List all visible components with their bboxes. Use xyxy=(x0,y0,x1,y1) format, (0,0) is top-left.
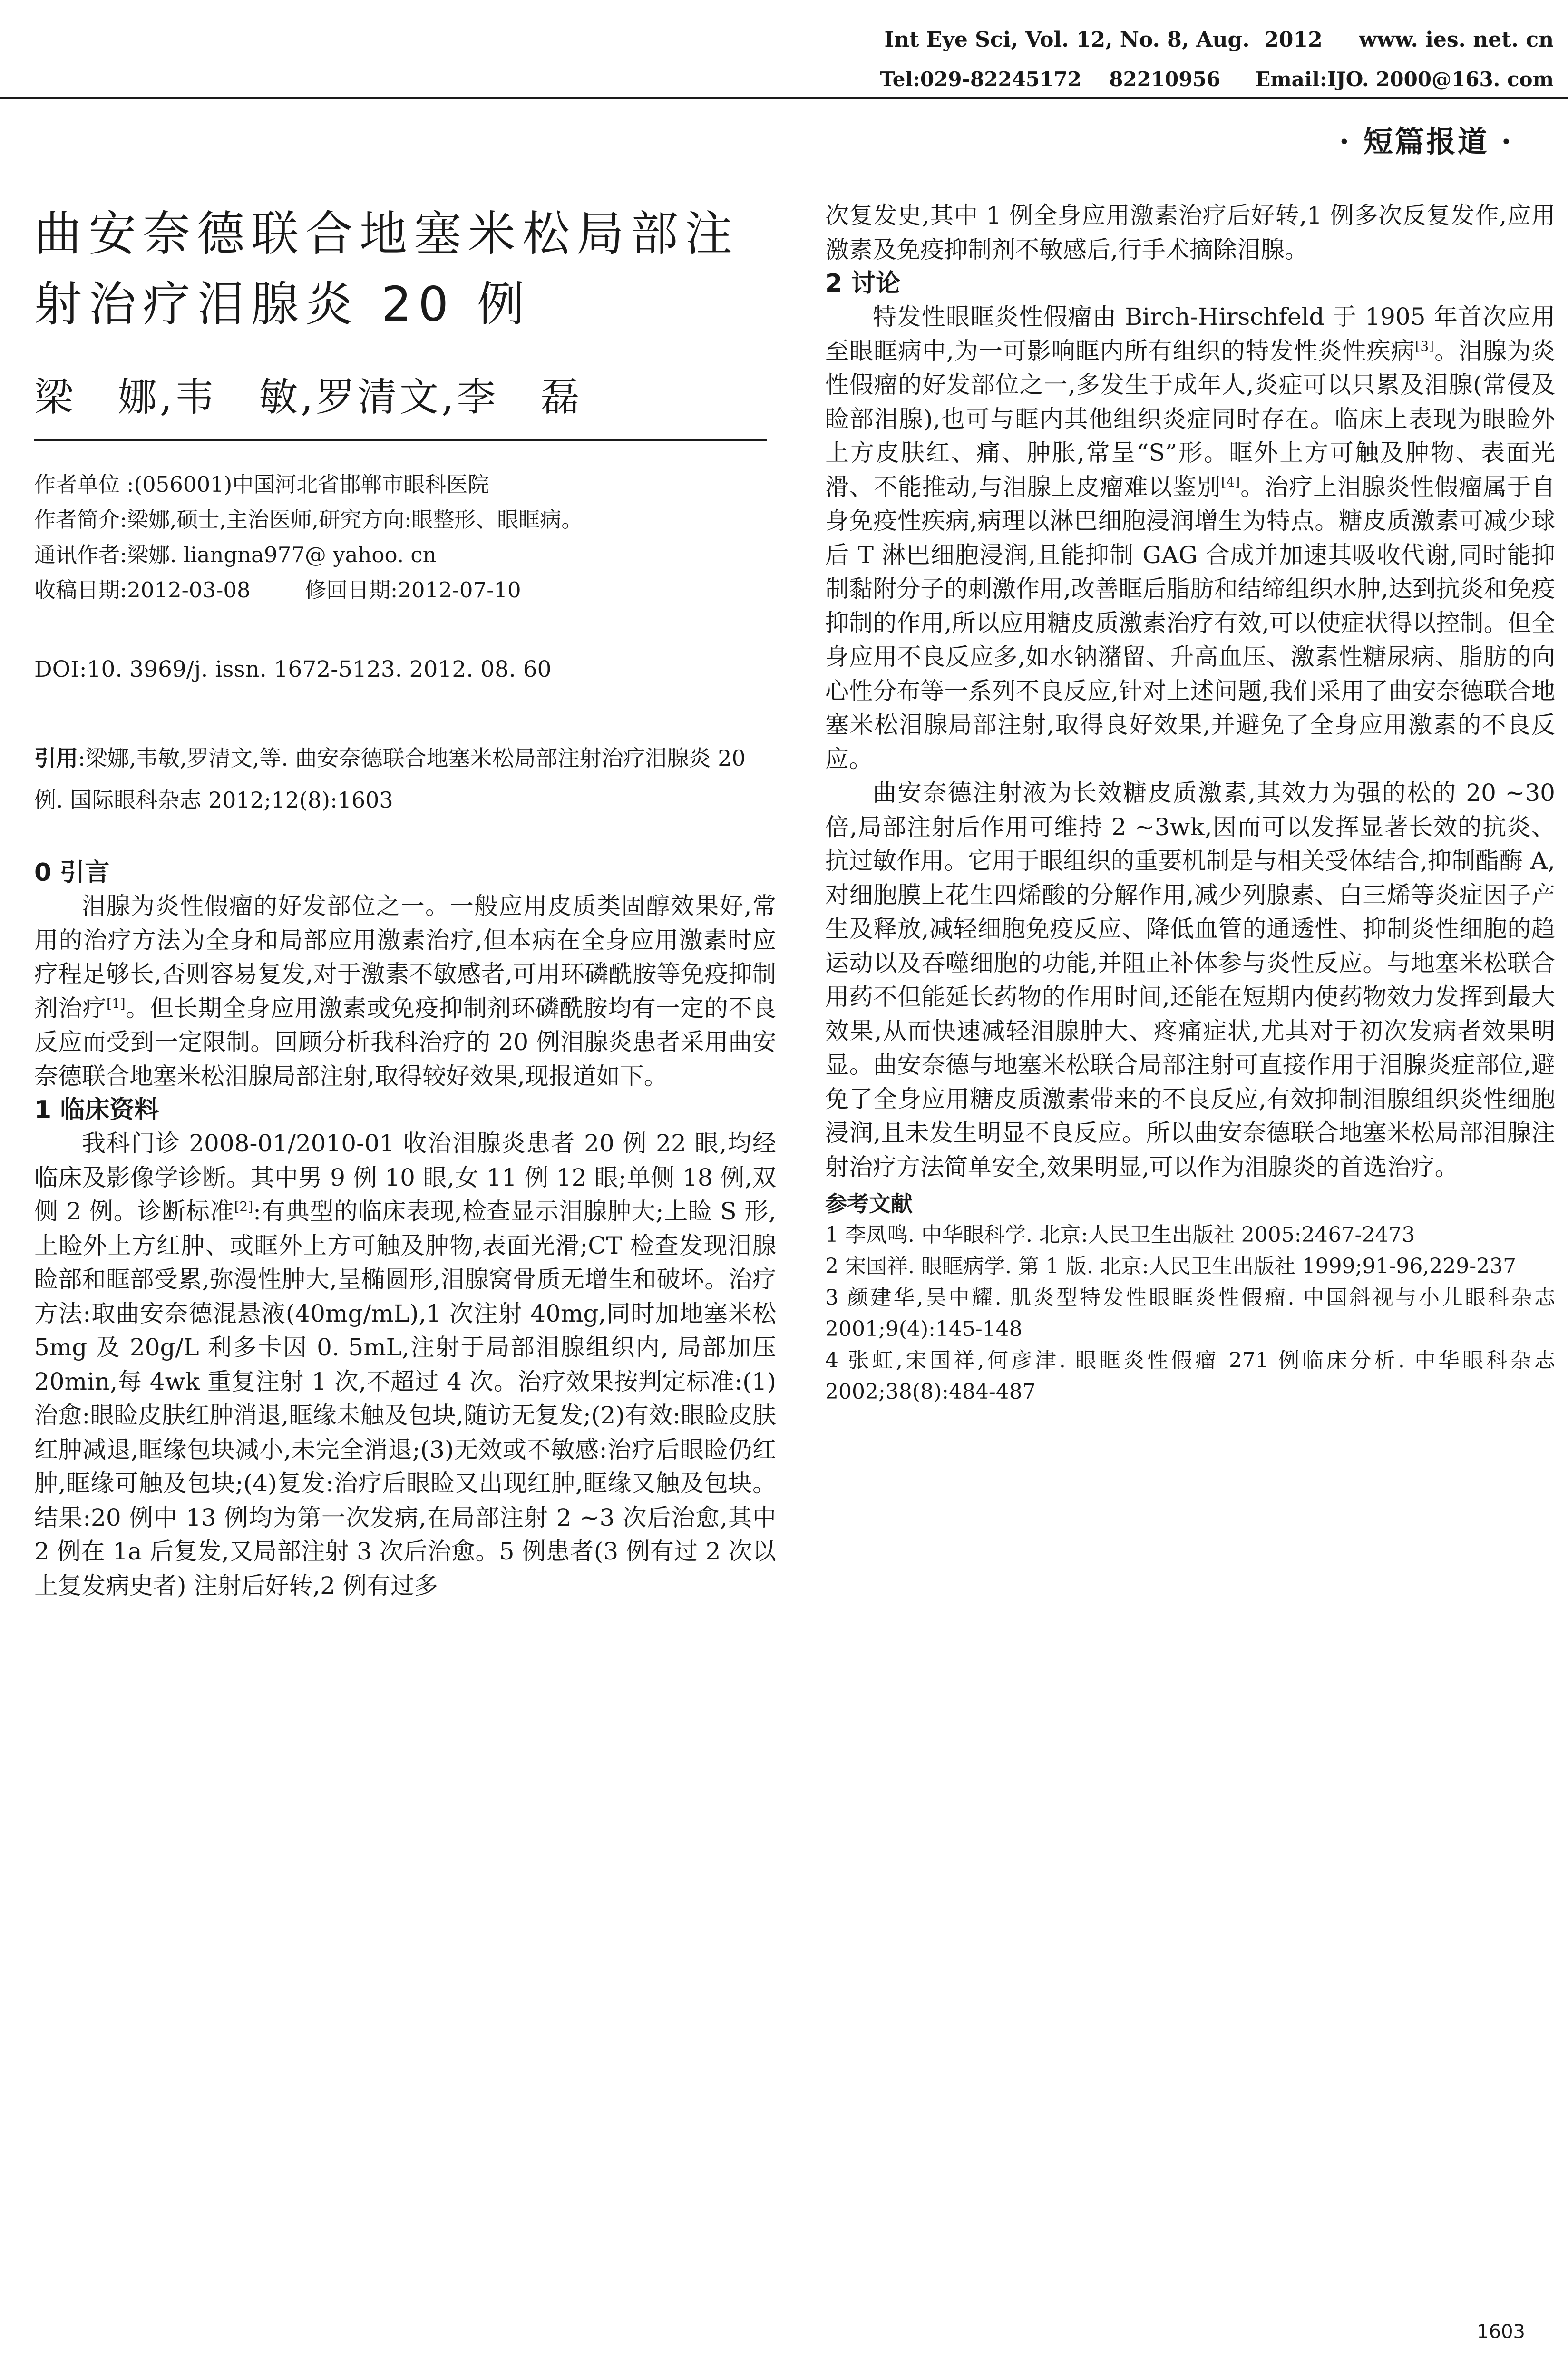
ref-marker-3: [3] xyxy=(1415,338,1434,354)
left-column xyxy=(34,856,776,1603)
corresponding-author: 通讯作者:梁娜. liangna977@ yahoo. cn xyxy=(34,542,437,567)
discussion-heading: 2 讨论 xyxy=(825,269,901,298)
intro-paragraph: 泪腺为炎性假瘤的好发部位之一。一般应用皮质类固醇效果好,常用的治疗方法为全身和局部应用激素治疗,但本病在全身应用激素时应疗程足够长,否则容易复发,对于激素不敏感者,可用环磷酰胺等免疫抑制剂治疗[1]。但长期全身应用激素或免疫抑制剂环磷酰胺均有一定的不良反应而受到一定限制。回顾分析我科治疗的 20 例泪腺炎患者采用曲安奈德联合地塞米松泪腺局部注射,取得较好效果,现报道如下。 xyxy=(34,892,777,1090)
author-rule xyxy=(34,439,767,441)
page-number: 1603 xyxy=(1477,2321,1525,2343)
author-affiliation: 作者单位 :(056001)中国河北省邯郸市眼科医院 xyxy=(34,472,489,497)
reference-item: 4 张虹,宋国祥,何彦津. 眼眶炎性假瘤 271 例临床分析. 中华眼科杂志 2002;38(8):484-487 xyxy=(825,1348,1555,1404)
header-rule xyxy=(0,97,1568,99)
received-revised-dates: 收稿日期:2012-03-08 修回日期:2012-07-10 xyxy=(34,577,521,603)
citation-text: :梁娜,韦敏,罗清文,等. 曲安奈德联合地塞米松局部注射治疗泪腺炎 20 例. 国际眼科杂志 2012;12(8):1603 xyxy=(34,745,746,813)
doi: DOI:10. 3969/j. issn. 1672-5123. 2012. 08. 60 xyxy=(34,656,552,682)
citation-block xyxy=(34,737,776,821)
reference-item: 3 颜建华,吴中耀. 肌炎型特发性眼眶炎性假瘤. 中国斜视与小儿眼科杂志 2001;9(4):145-148 xyxy=(825,1286,1555,1341)
clinical-paragraph-continued: 次复发史,其中 1 例全身应用激素治疗后好转,1 例多次反复发作,应用激素及免疫抑制剂不敏感后,行手术摘除泪腺。 xyxy=(825,202,1555,263)
intro-heading: 0 引言 xyxy=(34,858,110,887)
ref-marker-4: [4] xyxy=(1221,474,1240,490)
section-label: · 短篇报道 · xyxy=(1339,124,1513,159)
discussion-paragraph-1: 特发性眼眶炎性假瘤由 Birch-Hirschfeld 于 1905 年首次应用至眼眶病中,为一可影响眶内所有组织的特发性炎性疾病[3]。泪腺为炎性假瘤的好发部位之一,多发生于成年人,炎症可以只累及泪腺(常侵及睑部泪腺),也可与眶内其他组织炎症同时存在。临床上表现为眼睑外上方皮肤红、痛、肿胀,常呈“S”形。眶外上方可触及肿物、表面光滑、不能推动,与泪腺上皮瘤难以鉴别[4]。治疗上泪腺炎性假瘤属于自身免疫性疾病,病理以淋巴细胞浸润增生为特点。糖皮质激素可减少球后 T 淋巴细胞浸润,且能抑制 GAG 合成并加速其吸收代谢,同时能抑制黏附分子的刺激作用,改善眶后脂肪和结缔组织水肿,达到抗炎和免疫抑制的作用,所以应用糖皮质激素治疗有效,可以使症状得以控制。但全身应用不良反应多,如水钠潴留、升高血压、激素性糖尿病、脂肪的向心性分布等一系列不良反应,针对上述问题,我们采用了曲安奈德联合地塞米松泪腺局部注射,取得良好效果,并避免了全身应用激素的不良反应。 xyxy=(825,303,1555,773)
article-title: 曲安奈德联合地塞米松局部注射治疗泪腺炎 20 例 xyxy=(34,206,739,332)
reference-item: 1 李凤鸣. 中华眼科学. 北京:人民卫生出版社 2005:2467-2473 xyxy=(825,1223,1415,1247)
running-header-journal: Int Eye Sci, Vol. 12, No. 8, Aug. 2012 www. ies. net. cn xyxy=(884,28,1554,52)
reference-item: 2 宋国祥. 眼眶病学. 第 1 版. 北京:人民卫生出版社 1999;91-96,229-237 xyxy=(825,1254,1517,1278)
citation-label: 引用 xyxy=(34,745,78,771)
ref-marker-2: [2] xyxy=(234,1198,253,1215)
clinical-heading: 1 临床资料 xyxy=(34,1096,159,1124)
running-header-contact: Tel:029-82245172 82210956 Email:IJO. 2000@163. com xyxy=(880,68,1554,91)
clinical-paragraph: 我科门诊 2008-01/2010-01 收治泪腺炎患者 20 例 22 眼,均经临床及影像学诊断。其中男 9 例 10 眼,女 11 例 12 眼;单侧 18 例,双侧 2 例。诊断标准[2]:有典型的临床表现,检查显示泪腺肿大;上睑 S 形,上睑外上方红肿、或眶外上方可触及肿物,表面光滑;CT 检查发现泪腺睑部和眶部受累,弥漫性肿大,呈椭圆形,泪腺窝骨质无增生和破坏。治疗方法:取曲安奈德混悬液(40mg/mL),1 次注射 40mg,同时加地塞米松 5mg 及 20g/L 利多卡因 0. 5mL,注射于局部泪腺组织内, 局部加压 20min,每 4wk 重复注射 1 次,不超过 4 次。治疗效果按判定标准:(1)治愈:眼睑皮肤红肿消退,眶缘未触及包块,随访无复发;(2)有效:眼睑皮肤红肿减退,眶缘包块减小,未完全消退;(3)无效或不敏感:治疗后眼睑仍红肿,眶缘可触及包块;(4)复发:治疗后眼睑又出现红肿,眶缘又触及包块。结果:20 例中 13 例均为第一次发病,在局部注射 2 ~3 次后治愈,其中 2 例在 1a 后复发,又局部注射 3 次后治愈。5 例患者(3 例有过 2 次以上复发病史者) 注射后好转,2 例有过多 xyxy=(34,1130,776,1599)
author-profile: 作者简介:梁娜,硕士,主治医师,研究方向:眼整形、眼眶病。 xyxy=(34,507,583,532)
discussion-paragraph-2: 曲安奈德注射液为长效糖皮质激素,其效力为强的松的 20 ~30 倍,局部注射后作用可维持 2 ~3wk,因而可以发挥显著长效的抗炎、抗过敏作用。它用于眼组织的重要机制是与相关受体结合,抑制酯酶 A,对细胞膜上花生四烯酸的分解作用,减少列腺素、白三烯等炎症因子产生及释放,减轻细胞免疫反应、降低血管的通透性、抑制炎性细胞的趋运动以及吞噬细胞的功能,并阻止补体参与炎性反应。与地塞米松联合用药不但能延长药物的作用时间,还能在短期内使药物效力发挥到最大效果,从而快速减轻泪腺肿大、疼痛症状,尤其对于初次发病者效果明显。曲安奈德与地塞米松联合局部注射可直接作用于泪腺炎症部位,避免了全身应用糖皮质激素带来的不良反应,有效抑制泪腺组织炎性细胞浸润,且未发生明显不良反应。所以曲安奈德联合地塞米松局部泪腺注射治疗方法简单安全,效果明显,可以作为泪腺炎的首选治疗。 xyxy=(825,779,1555,1181)
right-column xyxy=(825,199,1555,1408)
references-heading: 参考文献 xyxy=(825,1191,913,1217)
ref-marker-1: [1] xyxy=(107,995,126,1011)
author-list: 梁 娜,韦 敏,罗清文,李 磊 xyxy=(34,375,583,420)
